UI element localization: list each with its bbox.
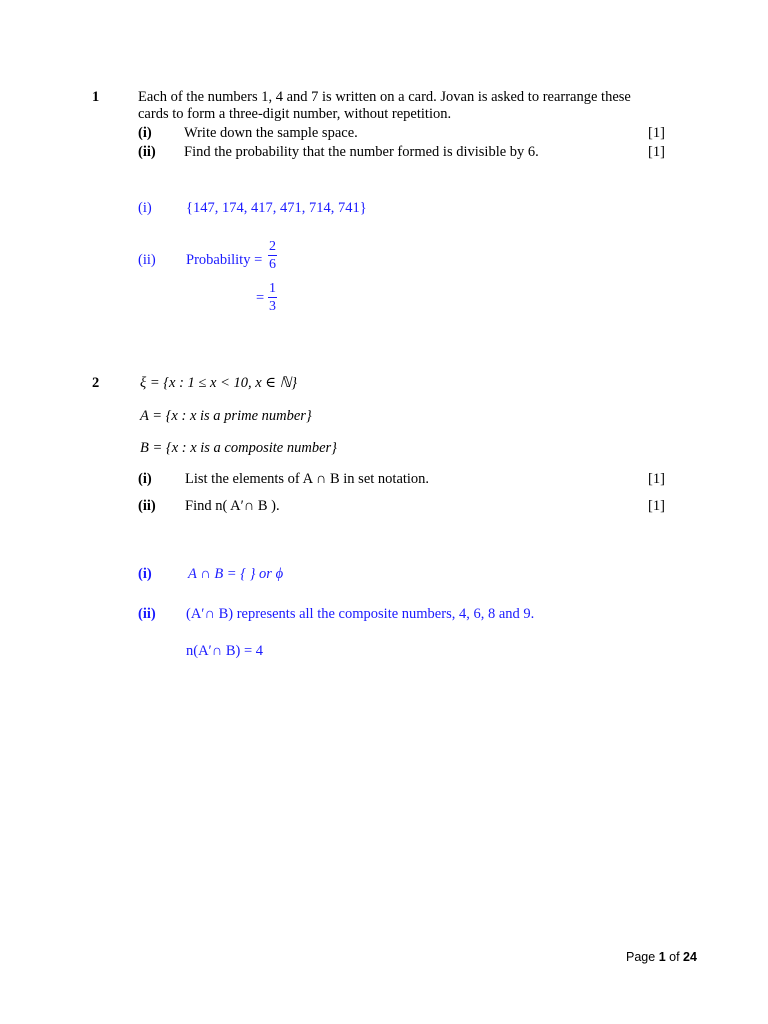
q2-universal-set: ξ = {x : 1 ≤ x < 10, x ∈ ℕ} (140, 375, 298, 391)
q2-set-b: B = {x : x is a composite number} (140, 440, 337, 456)
q1-fraction-1-denominator: 6 (269, 257, 276, 272)
q1-answer-ii-prefix: Probability = (186, 252, 263, 268)
q2-part-ii-text: Find n( A′∩ B ). (185, 498, 280, 514)
q1-fraction-1-numerator: 2 (269, 239, 276, 254)
footer-of-word: of (669, 950, 680, 964)
q1-part-ii-text: Find the probability that the number formed is divisible by 6. (184, 144, 539, 160)
footer-page-total: 24 (683, 950, 697, 964)
q1-equals-2: = (256, 290, 265, 306)
q1-part-ii-label: (ii) (138, 144, 156, 160)
q1-stem-line1: Each of the numbers 1, 4 and 7 is written on a card. Jovan is asked to rearrange these (138, 89, 631, 105)
q2-part-i-text: List the elements of A ∩ B in set notation. (185, 471, 430, 487)
footer-page-word: Page (626, 950, 656, 964)
q1-fraction-1 (268, 240, 277, 272)
q1-stem-line2: cards to form a three-digit number, without repetition. (138, 106, 452, 122)
q1-answer-i-label: (i) (138, 200, 152, 216)
q2-part-ii-marks: [1] (648, 498, 665, 514)
q1-fraction-2-denominator: 3 (269, 299, 276, 314)
q2-answer-ii-line2: n(A′∩ B) = 4 (186, 643, 263, 659)
q2-part-i-label: (i) (138, 471, 152, 487)
footer-page-number: 1 (658, 950, 666, 964)
q1-part-ii-marks: [1] (648, 144, 665, 160)
q1-part-i-label: (i) (138, 125, 152, 141)
q2-answer-i: A ∩ B = { } or ϕ (188, 566, 284, 582)
q2-answer-i-label: (i) (138, 566, 152, 582)
q1-part-i-text: Write down the sample space. (184, 125, 358, 141)
q1-number: 1 (92, 89, 100, 105)
q2-part-ii-label: (ii) (138, 498, 156, 514)
q2-answer-ii-label: (ii) (138, 606, 156, 622)
q2-part-i-marks: [1] (648, 471, 665, 487)
q1-answer-ii-label: (ii) (138, 252, 156, 268)
page-footer (626, 948, 697, 966)
q1-fraction-2-numerator: 1 (269, 281, 276, 296)
q2-number: 2 (92, 375, 100, 391)
q2-answer-ii: (A′∩ B) represents all the composite numbers, 4, 6, 8 and 9. (186, 606, 535, 622)
q1-fraction-2 (268, 282, 277, 314)
q1-part-i-marks: [1] (648, 125, 665, 141)
q2-set-a: A = {x : x is a prime number} (140, 408, 312, 424)
q1-answer-i: {147, 174, 417, 471, 714, 741} (186, 200, 367, 216)
